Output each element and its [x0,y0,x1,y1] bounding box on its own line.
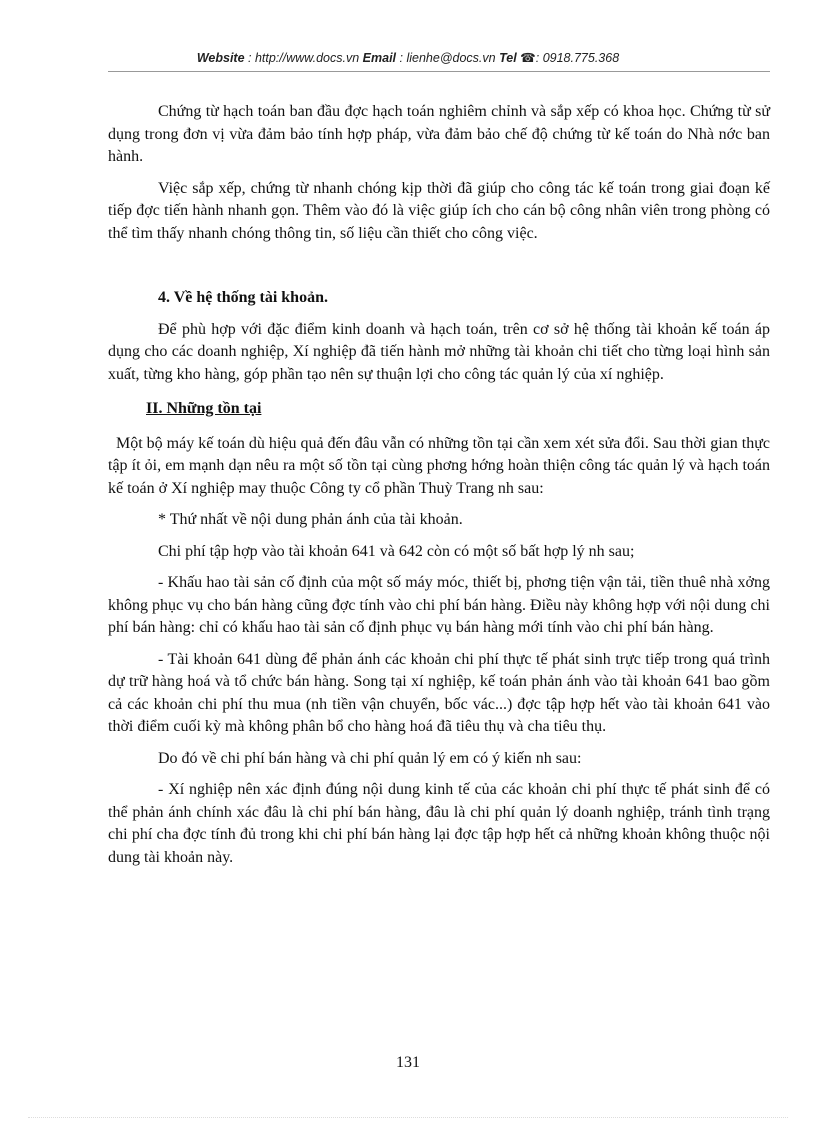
paragraph-4: Một bộ máy kế toán dù hiệu quả đến đâu vẫn có những tồn tại cần xem xét sửa đổi. Sau thời gian thực tập ít ỏi, em mạnh dạn nêu ra một số tồn tại cùng phơng hớng hoàn thiện công tác quản lý và hạch toán kế toán ở Xí nghiệp may thuộc Công ty cổ phần Thuỳ Trang nh sau: [108,434,770,497]
tel-label: Tel [499,51,517,65]
page-header [0,50,816,65]
section-heading-4: 4. Về hệ thống tài khoản. [158,289,328,306]
paragraph-3: Để phù hợp với đặc điểm kinh doanh và hạch toán, trên cơ sở hệ thống tài khoản kế toán áp dụng cho các doanh nghiệp, Xí nghiệp đã tiến hành mở những tài khoản chi tiết cho từng loại hình sản xuất, từng kho hàng, góp phần tạo nên sự thuận lợi cho công tác quản lý của xí nghiệp. [108,320,770,383]
paragraph-6: Chi phí tập hợp vào tài khoản 641 và 642 còn có một số bất hợp lý nh sau; [158,542,635,560]
phone-icon: ☎ [520,51,536,65]
paragraph-1: Chứng từ hạch toán ban đầu đợc hạch toán nghiêm chỉnh và sắp xếp có khoa học. Chứng từ sử dụng trong đơn vị vừa đảm bảo tính hợp pháp, vừa đảm bảo chế độ chứng từ kế toán do Nhà nớc ban hành. [108,103,770,165]
website-label: Website [196,51,245,65]
paragraph-8: - Tài khoản 641 dùng để phản ánh các khoản chi phí thực tế phát sinh trực tiếp trong quá trình dự trữ hàng hoá và tổ chức bán hàng. Song tại xí nghiệp, kế toán phản ánh vào tài khoản 641 bao gồm cả các khoản chi phí thu mua (nh tiền vận chuyển, bốc vác...) đợc tập hợp hết vào tài khoản 641 vào thời điểm cuối kỳ mà không phân bổ cho hàng hoá đã tiêu thụ và cha tiêu thụ. [108,650,770,735]
paragraph-5: * Thứ nhất về nội dung phản ánh của tài khoản. [158,511,463,528]
document-body [108,101,770,869]
paragraph-10: - Xí nghiệp nên xác định đúng nội dung kinh tế của các khoản chi phí thực tế phát sinh để có thể phản ánh chính xác đâu là chi phí bán hàng, đâu là chi phí quản lý doanh nghiệp, tránh tình trạng chi phí cha đợc tính đủ trong khi chi phí bán hàng lại đợc tập hợp hết cả những khoản không thuộc nội dung tài khoản này. [108,781,770,866]
paragraph-2: Việc sắp xếp, chứng từ nhanh chóng kịp thời đã giúp cho công tác kế toán trong giai đoạn kế tiếp đợc tiến hành nhanh gọn. Thêm vào đó là việc giúp ích cho cán bộ công nhân viên trong phòng có thể tìm thấy nhanh chóng thông tin, số liệu cần thiết cho công việc. [108,179,770,242]
tel-value: : 0918.775.368 [535,51,620,65]
website-value: : http://www.docs.vn [248,51,360,65]
email-value: : lienhe@docs.vn [399,51,496,65]
paragraph-9: Do đó về chi phí bán hàng và chi phí quản lý em có ý kiến nh sau: [158,749,582,767]
section-heading-ii: II. Những tồn tại [146,400,262,417]
header-divider [108,71,770,72]
paragraph-7: - Khấu hao tài sản cố định của một số máy móc, thiết bị, phơng tiện vận tải, tiền thuê nhà xởng không phục vụ cho bán hàng cũng đợc tính vào chi phí bán hàng. Điều này không hợp với nội dung chi phí bán hàng: chỉ có khấu hao tài sản cố định phục vụ bán hàng mới tính vào chi phí bán hàng. [108,574,770,636]
footer-divider [28,1117,788,1118]
email-label: Email [362,51,397,65]
page-number: 131 [396,1054,420,1071]
